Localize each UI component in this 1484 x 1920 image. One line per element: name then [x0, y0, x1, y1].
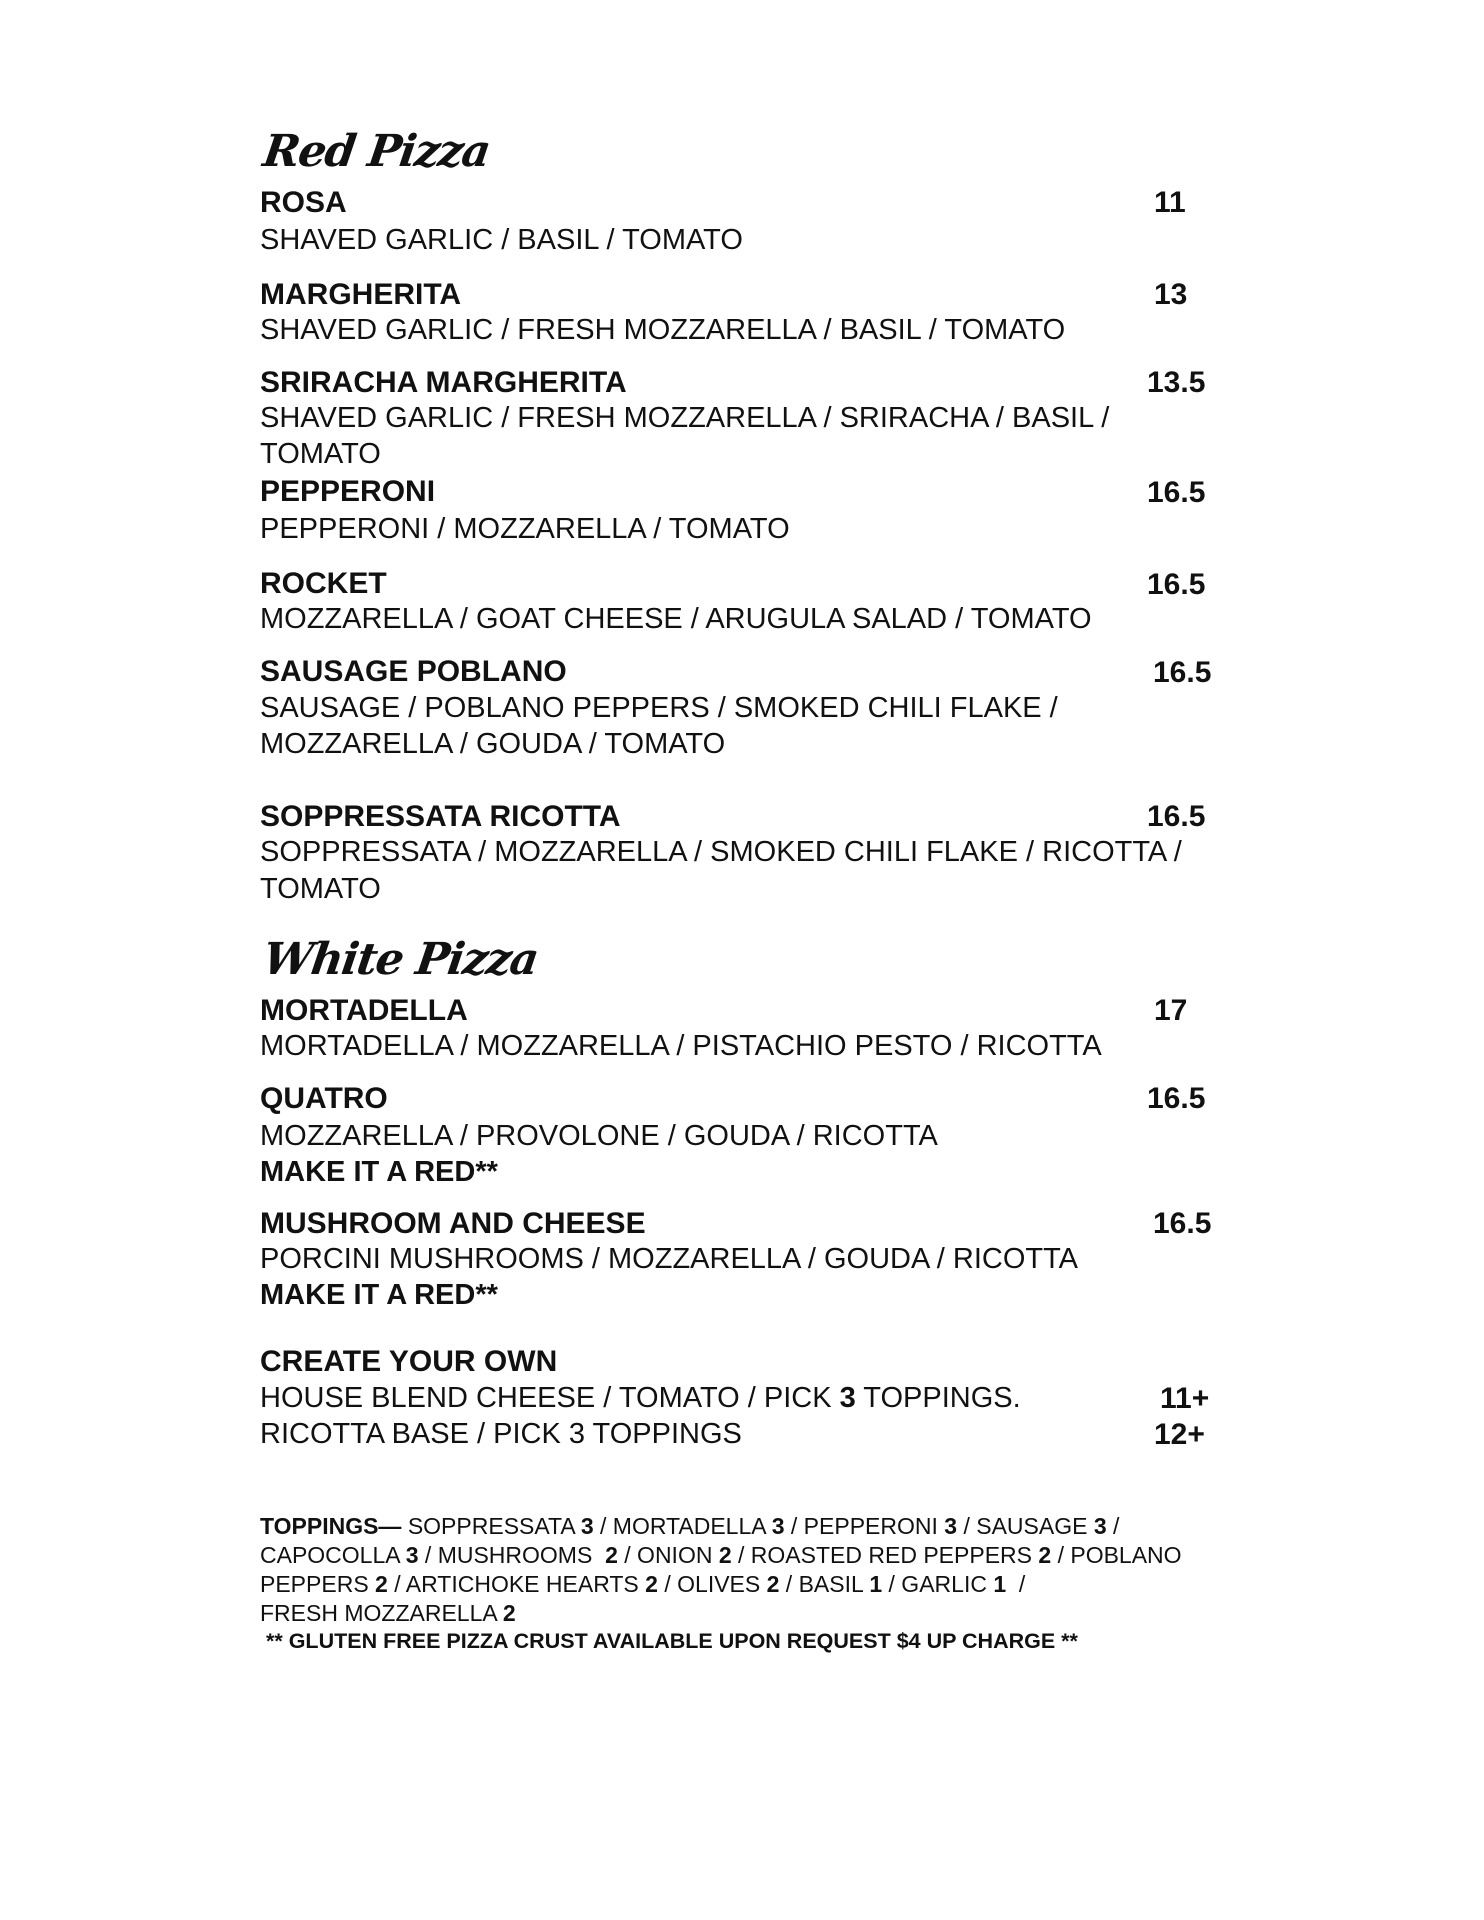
toppings-line-4 [260, 1600, 516, 1627]
toppings-line3-seg-4: / OLIVES [657, 1571, 767, 1597]
item-name-sausage-poblano: SAUSAGE POBLANO [260, 655, 567, 688]
item-desc-pepperoni: PEPPERONI / MOZZARELLA / TOMATO [260, 513, 790, 545]
item-price-margherita: 13 [1154, 278, 1188, 311]
create-your-own-line-1-post: TOPPINGS. [855, 1382, 1021, 1414]
red-pizza-title: Red Pizza [260, 126, 493, 177]
item-name-rocket: ROCKET [260, 567, 387, 600]
item-price-sriracha-margherita: 13.5 [1147, 366, 1206, 399]
toppings-line-1 [260, 1513, 1119, 1540]
item-desc-sausage-poblano-1: SAUSAGE / POBLANO PEPPERS / SMOKED CHILI FLAKE / [260, 692, 1058, 724]
toppings-line1-seg-0: SOPPRESSATA [401, 1513, 581, 1539]
toppings-line2-seg-7: 2 [1038, 1542, 1052, 1568]
toppings-line4-seg-1: 2 [502, 1600, 516, 1626]
item-desc-rocket: MOZZARELLA / GOAT CHEESE / ARUGULA SALAD / TOMATO [260, 603, 1092, 635]
item-name-mortadella: MORTADELLA [260, 994, 468, 1027]
item-desc-sriracha-margherita-2: TOMATO [260, 438, 381, 470]
create-your-own-price-2: 12+ [1154, 1418, 1205, 1451]
item-price-soppressata-ricotta: 16.5 [1147, 800, 1206, 833]
toppings-line2-seg-2: / MUSHROOMS [418, 1542, 606, 1568]
toppings-line3-seg-2: / ARTICHOKE HEARTS [387, 1571, 646, 1597]
toppings-line2-seg-6: / ROASTED RED PEPPERS [731, 1542, 1039, 1568]
toppings-line2-seg-8: / POBLANO [1051, 1542, 1182, 1568]
item-desc-rosa: SHAVED GARLIC / BASIL / TOMATO [260, 224, 743, 256]
item-price-pepperoni: 16.5 [1147, 476, 1206, 509]
item-desc-quatro: MOZZARELLA / PROVOLONE / GOUDA / RICOTTA [260, 1120, 938, 1152]
toppings-line3-seg-5: 2 [766, 1571, 780, 1597]
toppings-line2-seg-0: CAPOCOLLA [260, 1542, 406, 1568]
toppings-line3-seg-6: / BASIL [779, 1571, 870, 1597]
toppings-line-2 [260, 1542, 1182, 1569]
item-desc-mortadella: MORTADELLA / MOZZARELLA / PISTACHIO PESTO / RICOTTA [260, 1030, 1102, 1062]
item-price-rosa: 11 [1154, 186, 1186, 219]
toppings-line3-seg-1: 2 [375, 1571, 388, 1597]
toppings-line1-seg-4: / PEPPERONI [784, 1513, 945, 1539]
item-note-quatro: MAKE IT A RED** [260, 1156, 498, 1188]
item-desc-soppressata-ricotta-1: SOPPRESSATA / MOZZARELLA / SMOKED CHILI FLAKE / RICOTTA / [260, 836, 1182, 868]
toppings-line4-seg-0: FRESH MOZZARELLA [260, 1600, 503, 1626]
toppings-line1-seg-3: 3 [771, 1513, 785, 1539]
item-desc-sausage-poblano-2: MOZZARELLA / GOUDA / TOMATO [260, 728, 726, 760]
toppings-line2-seg-1: 3 [405, 1542, 419, 1568]
item-price-mushroom-and-cheese: 16.5 [1153, 1207, 1212, 1240]
create-your-own-price-1: 11+ [1160, 1382, 1210, 1415]
item-name-rosa: ROSA [260, 186, 347, 219]
item-price-quatro: 16.5 [1147, 1082, 1206, 1115]
item-price-mortadella: 17 [1154, 994, 1188, 1027]
toppings-line3-seg-9: 1 [993, 1571, 1007, 1597]
toppings-line3-seg-0: PEPPERS [260, 1571, 376, 1597]
toppings-line3-seg-8: / GARLIC [882, 1571, 994, 1597]
item-desc-margherita: SHAVED GARLIC / FRESH MOZZARELLA / BASIL / TOMATO [260, 314, 1066, 346]
toppings-label: TOPPINGS— [260, 1513, 402, 1539]
toppings-line1-seg-8: / [1106, 1513, 1120, 1539]
toppings-line1-seg-1: 3 [580, 1513, 594, 1539]
item-name-quatro: QUATRO [260, 1082, 388, 1115]
item-name-sriracha-margherita: SRIRACHA MARGHERITA [260, 366, 627, 399]
create-your-own-line-1 [260, 1382, 1021, 1415]
toppings-line3-seg-7: 1 [869, 1571, 883, 1597]
item-name-mushroom-and-cheese: MUSHROOM AND CHEESE [260, 1207, 646, 1240]
item-name-soppressata-ricotta: SOPPRESSATA RICOTTA [260, 800, 621, 833]
create-your-own-line-2: RICOTTA BASE / PICK 3 TOPPINGS [260, 1418, 742, 1450]
toppings-line2-seg-3: 2 [605, 1542, 618, 1568]
create-your-own-line-1-pre: HOUSE BLEND CHEESE / TOMATO / PICK [260, 1382, 840, 1414]
item-name-margherita: MARGHERITA [260, 278, 462, 311]
toppings-line3-seg-10: / [1006, 1571, 1026, 1597]
item-desc-soppressata-ricotta-2: TOMATO [260, 873, 381, 905]
toppings-line1-seg-7: 3 [1093, 1513, 1107, 1539]
gluten-free-note: ** GLUTEN FREE PIZZA CRUST AVAILABLE UPON REQUEST $4 UP CHARGE ** [266, 1629, 1078, 1653]
toppings-line1-seg-6: / SAUSAGE [957, 1513, 1094, 1539]
toppings-line-3 [260, 1571, 1025, 1598]
white-pizza-title: White Pizza [260, 934, 541, 985]
item-desc-sriracha-margherita-1: SHAVED GARLIC / FRESH MOZZARELLA / SRIRACHA / BASIL / [260, 402, 1110, 434]
item-name-pepperoni: PEPPERONI [260, 475, 436, 508]
item-price-sausage-poblano: 16.5 [1153, 656, 1212, 689]
toppings-line2-seg-5: 2 [718, 1542, 732, 1568]
item-price-rocket: 16.5 [1147, 568, 1206, 601]
toppings-line2-seg-4: / ONION [617, 1542, 719, 1568]
toppings-line1-seg-2: / MORTADELLA [593, 1513, 772, 1539]
create-your-own-title: CREATE YOUR OWN [260, 1345, 558, 1378]
item-desc-mushroom-and-cheese: PORCINI MUSHROOMS / MOZZARELLA / GOUDA / RICOTTA [260, 1243, 1078, 1275]
toppings-line1-seg-5: 3 [944, 1513, 958, 1539]
item-note-mushroom-and-cheese: MAKE IT A RED** [260, 1279, 498, 1311]
toppings-line3-seg-3: 2 [645, 1571, 658, 1597]
create-your-own-line-1-count: 3 [839, 1382, 856, 1414]
